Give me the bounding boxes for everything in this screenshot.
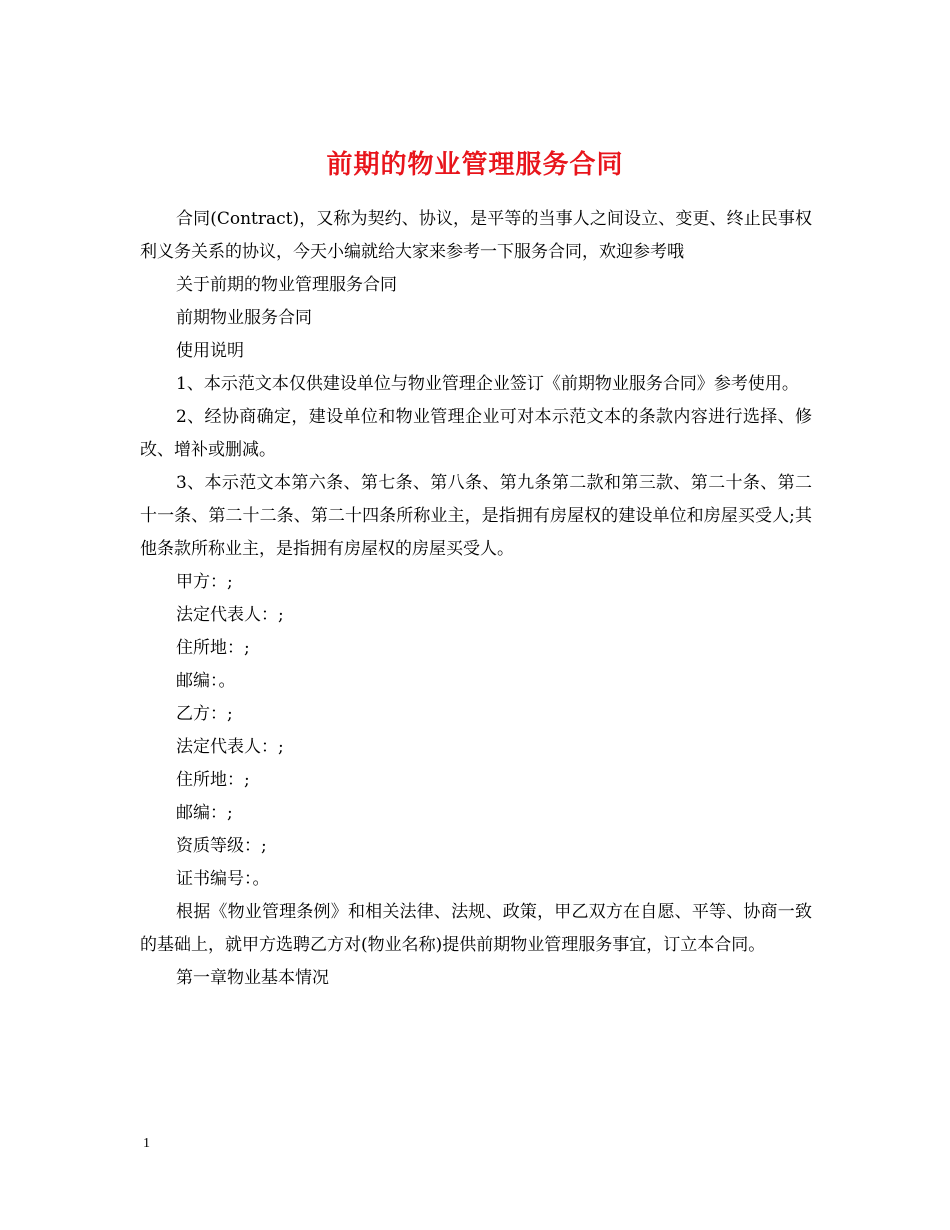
paragraph-about: 关于前期的物业管理服务合同	[176, 275, 397, 295]
chapter-one-heading: 第一章物业基本情况	[176, 968, 329, 988]
party-b-postcode: 邮编：;	[176, 803, 233, 823]
paragraph-usage-3: 3、本示范文本第六条、第七条、第八条、第九条第二款和第三款、第二十条、第二十一条、第二十二条、第二十四条所称业主，是指拥有房屋权的建设单位和房屋买受人;其他条款所称业主，是指拥有房屋权的房屋买受人。	[140, 473, 812, 559]
document-title: 前期的物业管理服务合同	[326, 150, 624, 181]
party-a-legal-representative: 法定代表人：;	[176, 605, 284, 625]
party-b-address: 住所地：;	[176, 770, 250, 790]
document-body	[140, 203, 812, 995]
party-a: 甲方：;	[176, 572, 233, 592]
party-b-legal-representative: 法定代表人：;	[176, 737, 284, 757]
paragraph-contract-name: 前期物业服务合同	[176, 308, 312, 328]
party-b-certificate-number: 证书编号：。	[176, 869, 270, 889]
party-b-qualification-level: 资质等级：;	[176, 836, 267, 856]
paragraph-intro: 合同(Contract)，又称为契约、协议，是平等的当事人之间设立、变更、终止民事权利义务关系的协议，今天小编就给大家来参考一下服务合同，欢迎参考哦	[140, 209, 812, 262]
page-number: 1	[143, 1136, 150, 1151]
paragraph-usage-1: 1、本示范文本仅供建设单位与物业管理企业签订《前期物业服务合同》参考使用。	[176, 374, 799, 394]
party-a-address: 住所地：;	[176, 638, 250, 658]
party-a-postcode: 邮编：。	[176, 671, 236, 691]
paragraph-usage-2: 2、经协商确定，建设单位和物业管理企业可对本示范文本的条款内容进行选择、修改、增补或删减。	[140, 407, 812, 460]
paragraph-usage-heading: 使用说明	[176, 341, 244, 361]
paragraph-basis: 根据《物业管理条例》和相关法律、法规、政策，甲乙双方在自愿、平等、协商一致的基础上，就甲方选聘乙方对(物业名称)提供前期物业管理服务事宜，订立本合同。	[140, 902, 812, 955]
party-b: 乙方：;	[176, 704, 233, 724]
